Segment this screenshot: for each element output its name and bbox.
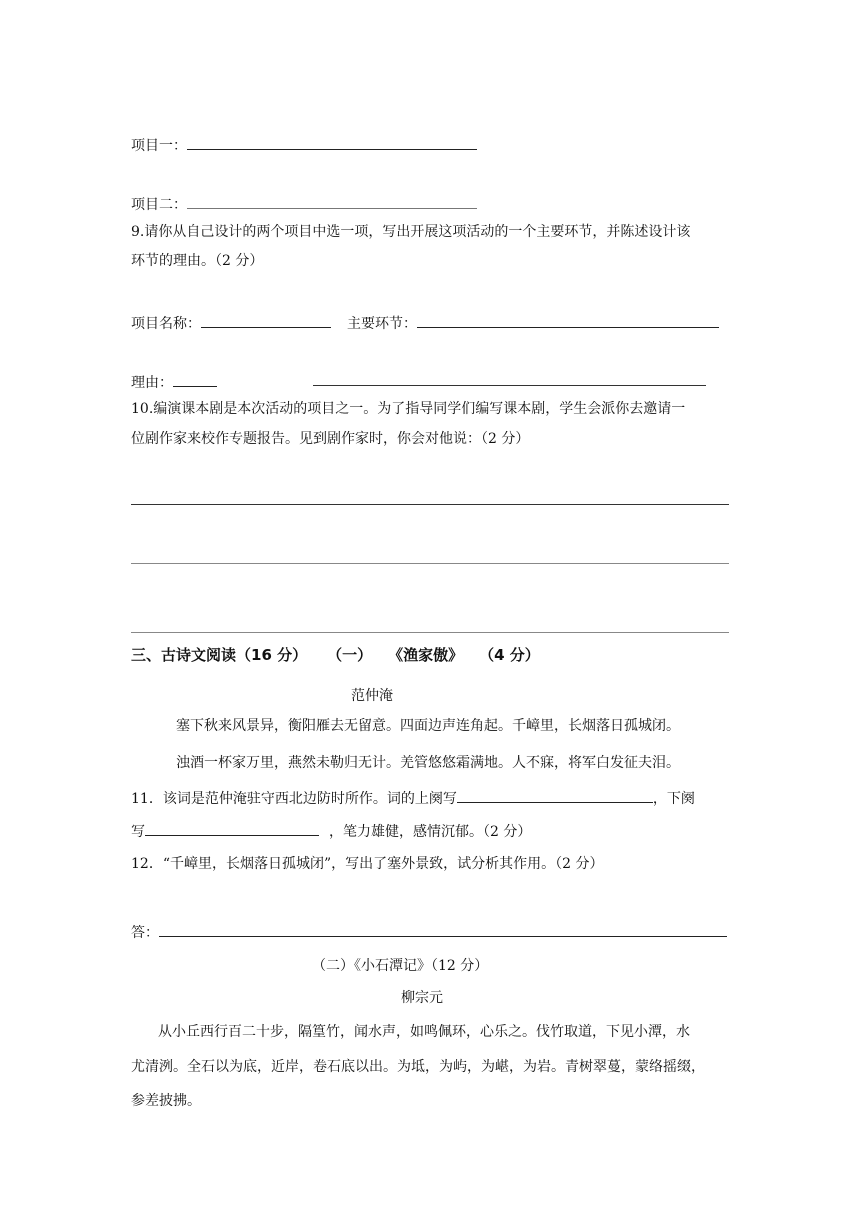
item1-answer-line[interactable] xyxy=(187,135,477,150)
q10-answer-line2[interactable] xyxy=(131,563,729,564)
prose-line2: 尤清洌。全石以为底，近岸，卷石底以出。为坻，为屿，为嵁，为岩。青树翠蔓，蒙络摇缀， xyxy=(131,1059,705,1075)
item2-answer-line[interactable] xyxy=(187,194,477,209)
prose-line1: 从小丘西行百二十步，隔篁竹，闻水声，如鸣佩环，心乐之。伐竹取道，下见小潭，水 xyxy=(158,1024,690,1040)
item1-label: 项目一： xyxy=(131,138,187,154)
q11-upper-answer-line[interactable] xyxy=(457,788,653,803)
q9-reason-line[interactable] xyxy=(313,385,706,386)
q9-step-label: 主要环节： xyxy=(347,316,417,332)
section3-heading-title1: 《渔家傲》 xyxy=(388,646,464,664)
poem-author: 范仲淹 xyxy=(351,688,393,704)
answer-row xyxy=(131,922,727,942)
item1-row xyxy=(131,135,477,155)
q11-text-part1: 11．该词是范仲淹驻守西北边防时所作。词的上阕写 xyxy=(131,791,457,807)
poem-line1: 塞下秋来风景异，衡阳雁去无留意。四面边声连角起。千嶂里，长烟落日孤城闭。 xyxy=(176,718,680,734)
q9-line2: 环节的理由。（2 分） xyxy=(131,253,264,269)
q11-lower-answer-line[interactable] xyxy=(145,821,319,836)
answer-line[interactable] xyxy=(159,922,727,937)
q9-reason-label: 理由： xyxy=(131,375,173,391)
q9-step-line[interactable] xyxy=(417,313,719,328)
prose-author: 柳宗元 xyxy=(401,990,443,1006)
q10-line2: 位剧作家来校作专题报告。见到剧作家时，你会对他说：（2 分） xyxy=(131,431,530,447)
q12-text: 12．“千嶂里，长烟落日孤城闭”，写出了塞外景致，试分析其作用。（2 分） xyxy=(131,856,604,872)
q10-line1: 10.编演课本剧是本次活动的项目之一。为了指导同学们编写课本剧，学生会派你去邀请一 xyxy=(131,401,686,417)
section3-heading-main: 三、古诗文阅读（16 分） xyxy=(131,646,308,664)
q9-reason-row xyxy=(131,372,217,392)
q9-name-label: 项目名称： xyxy=(131,316,201,332)
q9-reason-short-line[interactable] xyxy=(173,372,217,387)
poem-line2: 浊酒一杯家万里，燕然未勒归无计。羌管悠悠霜满地。人不寐，将军白发征夫泪。 xyxy=(176,755,680,771)
section3-heading xyxy=(131,646,540,664)
q9-name-line[interactable] xyxy=(201,313,331,328)
item2-row xyxy=(131,194,477,214)
q10-answer-line1[interactable] xyxy=(131,504,729,505)
item2-label: 项目二： xyxy=(131,197,187,213)
q11-text-part2: ，下阕 xyxy=(652,791,695,807)
q11-line1 xyxy=(131,788,695,808)
q10-answer-line3[interactable] xyxy=(131,632,729,633)
section3-heading-sub1: （一） xyxy=(327,646,373,664)
q9-answer-row xyxy=(131,313,719,333)
section3-heading-points1: （4 分） xyxy=(479,646,540,664)
answer-label: 答： xyxy=(131,925,159,941)
q9-line1: 9.请你从自己设计的两个项目中选一项，写出开展这项活动的一个主要环节，并陈述设计该 xyxy=(131,224,691,240)
q11-text-part4: ，笔力雄健，感情沉郁。（2 分） xyxy=(329,824,532,840)
sub2-heading: （二）《小石潭记》（12 分） xyxy=(312,958,489,974)
q11-text-part3: 写 xyxy=(131,824,145,840)
q11-line2 xyxy=(131,821,531,841)
prose-line3: 参差披拂。 xyxy=(131,1093,201,1109)
